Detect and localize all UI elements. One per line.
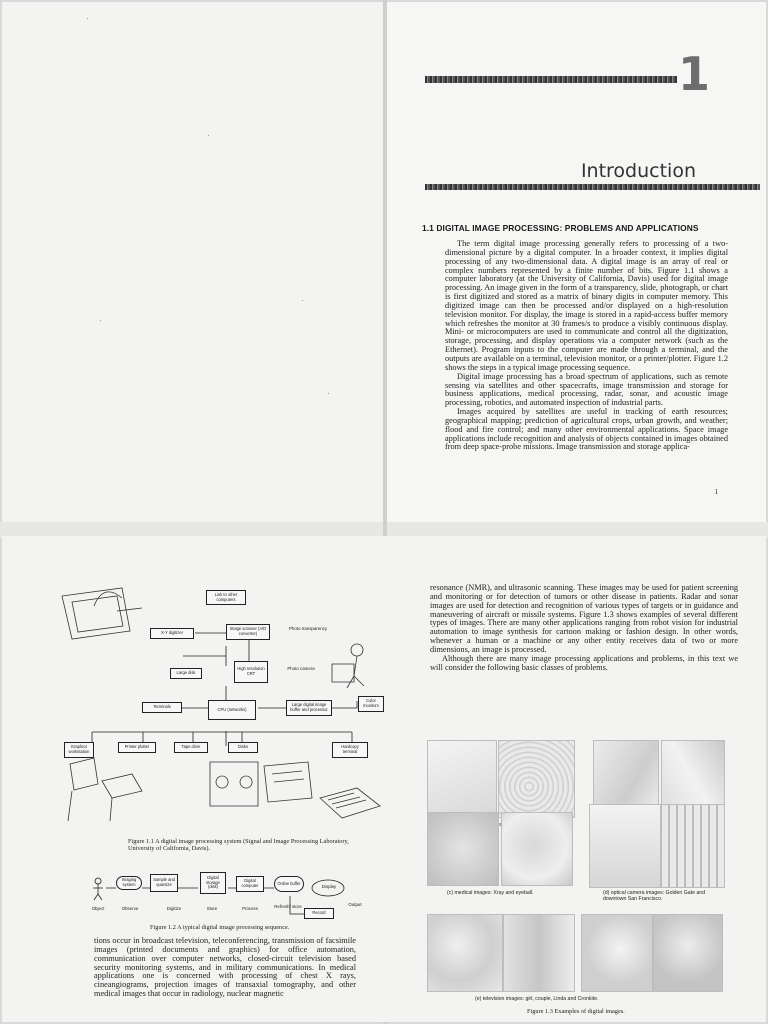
chapter-opening-page — [385, 2, 766, 524]
caption-medical: (c) medical images: Xray and eyeball. — [447, 890, 534, 896]
images-page — [385, 536, 766, 1022]
chapter-rule-bottom — [425, 184, 760, 190]
page4-body-text — [430, 584, 738, 672]
link-box: Link to other computers — [206, 590, 246, 605]
dust-speck — [328, 393, 329, 394]
page-number: 1 — [714, 488, 718, 496]
sample-quantize-box: Sample and quantize — [150, 874, 178, 892]
figure-1-1-diagram — [2, 536, 385, 836]
xray-image — [427, 812, 499, 886]
workstation-illustration — [62, 588, 142, 639]
digital-storage-box: Digital storage (disk) — [200, 872, 226, 894]
paragraph: Digital image processing has a broad spectrum of applications, such as remote sensing via satellites and other spacecrafts, image transmission and storage for business applications, medical processing, radar, sonar, and acoustic image processing, robotics, and automated inspection of industrial parts. — [445, 371, 728, 408]
paragraph: tions occur in broadcast television, teleconferencing, transmission of facsimile images (printed documents and graphics) for office automation, communication over computer networks, closed-circuit television based security monitoring systems, and in military communications. In medical applications one is concerned with processing of chest X rays, cineangiograms, projection images of transaxial tomography, and other medical images that occur in radiology, nuclear magnetic — [94, 936, 356, 999]
record-box: Record — [304, 908, 334, 919]
intro-body-text — [445, 240, 728, 452]
stick-figure-icon — [93, 878, 103, 900]
figure-page — [2, 536, 385, 1022]
photo-transparency-label: Photo transparency — [288, 626, 328, 631]
san-francisco-image — [661, 804, 725, 888]
caption-television: (e) television images: girl, couple, Linda and Cronkite. — [475, 996, 599, 1002]
monitor-sketch — [332, 664, 354, 682]
printer-plotter-box: Printer plotter — [118, 742, 156, 753]
disk-drive-sketch — [264, 762, 312, 802]
couple-image — [503, 914, 575, 992]
dust-speck — [302, 300, 303, 301]
paragraph: Although there are many image processing applications and problems, in this text we will consider the following basic classes of problems. — [430, 653, 738, 672]
girl-image — [427, 914, 503, 992]
sequence-label: Object — [91, 906, 105, 911]
cronkite-image — [653, 914, 723, 992]
chapter-rule-top — [425, 76, 677, 83]
hardcopy-terminal-sketch — [320, 788, 380, 818]
dust-speck — [208, 135, 209, 136]
linda-image — [581, 914, 653, 992]
xy-digitizer-box: X-Y digitizer — [150, 628, 194, 639]
sequence-label: Refresh/ store — [274, 904, 302, 909]
blank-left-page-top — [2, 2, 385, 524]
digital-computer-box: Digital computer — [236, 876, 264, 892]
operator-sketch — [347, 644, 364, 688]
graphics-workstation-box: Graphics workstation — [64, 742, 94, 758]
output-label: Output — [348, 902, 362, 907]
online-buffer-box: Online buffer — [274, 876, 304, 892]
caption-optical: (d) optical camera images: Golden Gate and downtown San Francisco. — [603, 890, 706, 902]
dust-speck — [100, 320, 101, 321]
tape-drive-sketch — [210, 762, 258, 806]
paragraph: The term digital image processing generally refers to processing of a two-dimensional picture by a digital computer. In a broader context, it implies digital processing of any two-dimensional data. A digital image is an array of real or complex numbers represented by a finite number of bits. Figure 1.1 shows a computer laboratory (at the University of California, Davis) used for digital image processing. An image given in the form of a transparency, slide, photograph, or chart is first digitized and stored as a matrix of binary digits in computer memory. This digitized image can then be processed and/or displayed on a high-resolution television monitor. For display, the image is stored in a rapid-access buffer memory which refreshes the monitor at 30 frames/s to produce a visibly continuous display. Mini- or microcomputers are used to communicate and control all the digitization, storage, processing, and display operations via a computer network (such as the Ethernet). Program inputs to the computer are made through a terminal, and the outputs are available on a terminal, television monitor, or a printer/plotter. Figure 1.2 shows the steps in a typical image processing sequence. — [445, 239, 728, 372]
chapter-number: 1 — [678, 47, 709, 101]
sequence-label: Observe — [121, 906, 139, 911]
figure-1-2-caption: Figure 1.2 A typical digital image processing sequence. — [150, 924, 290, 931]
chapter-title: Introduction — [580, 160, 696, 182]
sequence-label: Process — [242, 906, 258, 911]
cpu-box: CPU (networks) — [208, 700, 256, 720]
figure-1-2-diagram — [2, 862, 385, 932]
imaging-system-box: Imaging system — [116, 876, 142, 890]
disks-box: Disks — [228, 742, 258, 753]
eyeball-image — [501, 812, 573, 886]
figure-1-1-caption: Figure 1.1 A digital image processing system (Signal and Image Processing Laboratory, University of California, Davis). — [128, 838, 349, 852]
page3-body-text — [94, 937, 356, 999]
image-buffer-box: Large digital image buffer and processor — [286, 700, 332, 716]
color-monitors-box: Color monitors — [358, 696, 384, 712]
dust-speck — [87, 18, 88, 19]
tape-drive-box: Tape drive — [174, 742, 208, 753]
sequence-label: Store — [206, 906, 218, 911]
moon-image — [427, 740, 497, 818]
terminals-box: Terminals — [142, 702, 182, 713]
graphics-workstation-sketch — [68, 758, 142, 821]
mars-image — [498, 740, 575, 818]
hardcopy-terminal-box: Hardcopy terminal — [332, 742, 368, 758]
image-scanner-box: Image scanner (A/D converter) — [226, 624, 270, 640]
display-label: Display — [321, 884, 337, 889]
photo-camera-label: Photo camera — [287, 666, 315, 671]
golden-gate-image — [589, 804, 661, 888]
crt-box: High resolution CRT — [234, 661, 268, 683]
paragraph: resonance (NMR), and ultrasonic scanning. These images may be used for patient screening and monitoring or for detection of tumors or other disease in patients. Radar and sonar images are used for detection and recognition of various types of targets or in guidance and maneuvering of aircraft or missile systems. Figure 1.3 shows examples of several different types of images. There are many other applications ranging from robot vision for industrial automation to image synthesis for cartoon making or fashion design. In other words, whenever a human or a machine or any other entity receives data of two or more dimensions, an image is processed. — [430, 583, 738, 654]
section-heading: 1.1 DIGITAL IMAGE PROCESSING: PROBLEMS AND APPLICATIONS — [422, 223, 699, 233]
figure-1-3-caption: Figure 1.3 Examples of digital images. — [527, 1008, 625, 1015]
large-disk-box: Large disk — [170, 668, 202, 679]
paragraph: Images acquired by satellites are useful in tracking of earth resources; geographical mapping; prediction of agricultural crops, urban growth, and weather; flood and fire control; and many other environmental applications. Space image applications include recognition and analysis of objects contained in images obtained from deep space-probe missions. Image transmission and storage applica- — [445, 407, 728, 452]
sequence-label: Digitize — [166, 906, 182, 911]
